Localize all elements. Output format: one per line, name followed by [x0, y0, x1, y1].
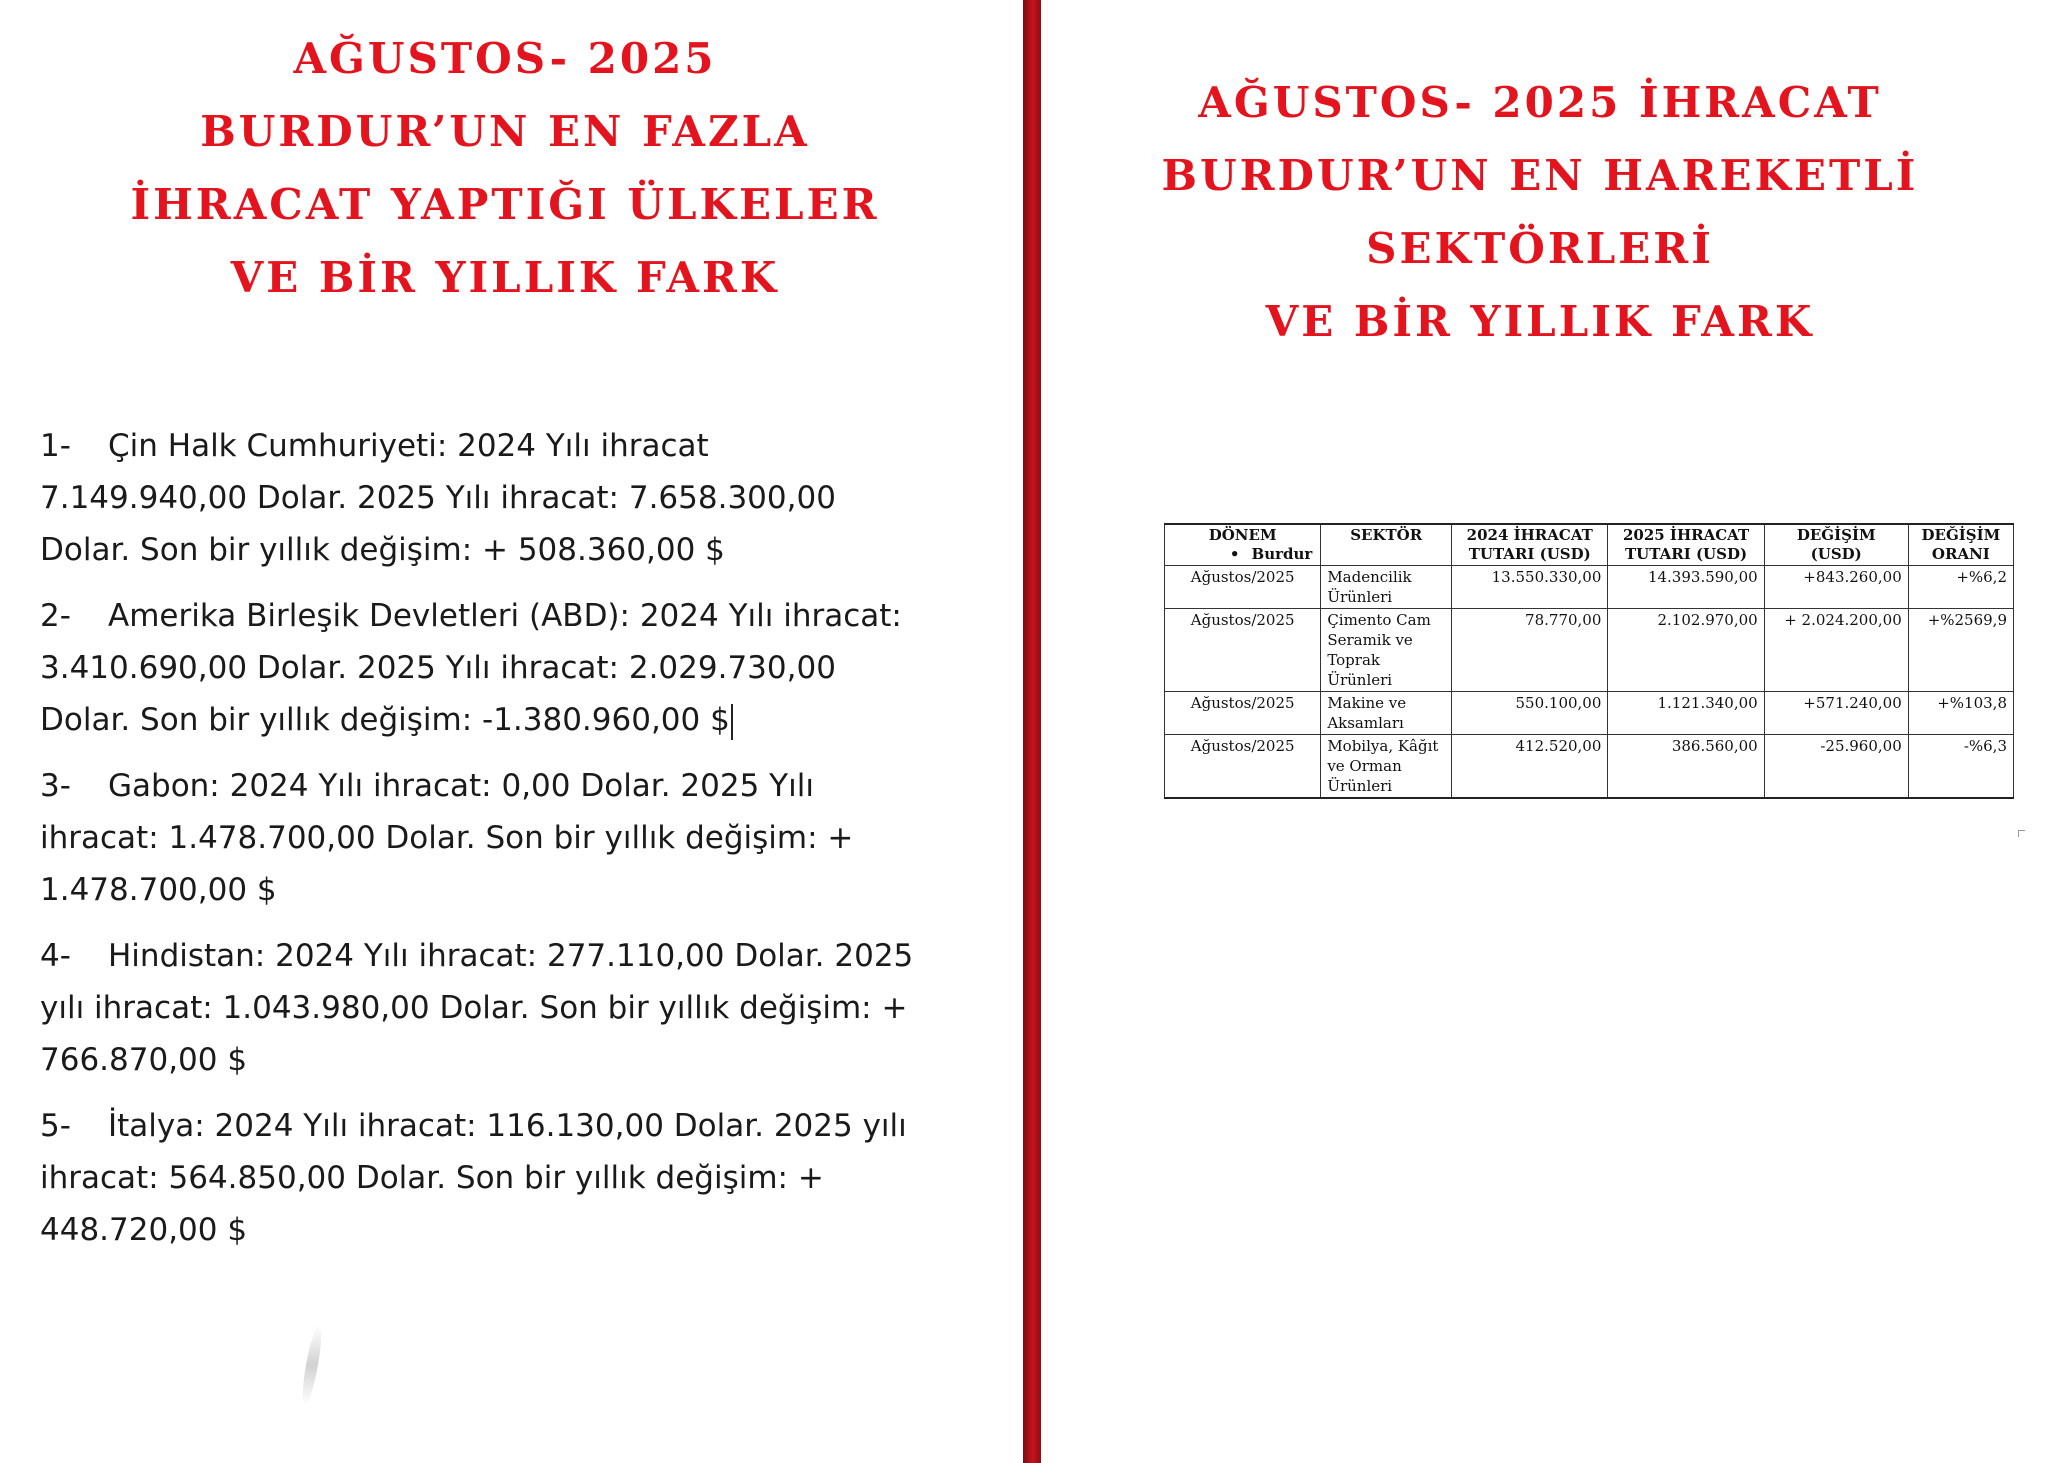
header-rate-line2: ORANI	[1931, 545, 1990, 563]
table-row	[1165, 566, 2014, 609]
cell-change: +843.260,00	[1764, 566, 1908, 609]
header-period	[1165, 524, 1321, 566]
cell-export-2025: 386.560,00	[1608, 735, 1764, 799]
cell-period: Ağustos/2025	[1165, 609, 1321, 692]
cell-export-2025: 2.102.970,00	[1608, 609, 1764, 692]
right-title-line: VE BİR YILLIK FARK	[1265, 297, 1815, 346]
table-row	[1165, 735, 2014, 799]
header-export-2024	[1452, 524, 1608, 566]
scan-artifact	[299, 1325, 325, 1405]
left-title-line: AĞUSTOS- 2025	[293, 34, 717, 83]
cell-period: Ağustos/2025	[1165, 735, 1321, 799]
right-title-line: BURDUR’UN EN HAREKETLİ	[1161, 151, 1919, 200]
header-period-sub-label: Burdur	[1251, 545, 1313, 563]
left-title	[30, 22, 980, 314]
cell-change: -25.960,00	[1764, 735, 1908, 799]
cell-rate: +%2569,9	[1908, 609, 2013, 692]
cell-sector: Çimento Cam Seramik ve Toprak Ürünleri	[1321, 609, 1452, 692]
header-export-2024-line1: 2024 İHRACAT	[1466, 526, 1593, 544]
header-sector: SEKTÖR	[1321, 524, 1452, 566]
header-period-label: DÖNEM	[1208, 526, 1277, 544]
header-rate-line1: DEĞİŞİM	[1921, 526, 2001, 544]
header-rate	[1908, 524, 2013, 566]
country-number: 3-	[40, 768, 71, 804]
country-number: 1-	[40, 428, 71, 464]
table-end-marker	[2018, 830, 2025, 837]
left-title-line: BURDUR’UN EN FAZLA	[200, 107, 810, 156]
left-title-line: İHRACAT YAPTIĞI ÜLKELER	[130, 180, 880, 229]
country-item	[40, 760, 920, 916]
country-text: İtalya: 2024 Yılı ihracat: 116.130,00 Dolar. 2025 yılı ihracat: 564.850,00 Dolar. Son bir yıllık değişim: + 448.720,00 $	[40, 1108, 907, 1248]
header-change-line1: DEĞİŞİM	[1796, 526, 1876, 544]
cell-rate: +%103,8	[1908, 692, 2013, 735]
cell-export-2024: 550.100,00	[1452, 692, 1608, 735]
table-row	[1165, 609, 2014, 692]
header-change-line2: (USD)	[1810, 545, 1862, 563]
header-export-2025	[1608, 524, 1764, 566]
right-title-line: AĞUSTOS- 2025 İHRACAT	[1198, 78, 1882, 127]
cell-sector: Makine ve Aksamları	[1321, 692, 1452, 735]
header-export-2025-line2: TUTARI (USD)	[1625, 545, 1748, 563]
cell-rate: +%6,2	[1908, 566, 2013, 609]
right-title	[1060, 66, 2020, 358]
country-number: 2-	[40, 598, 71, 634]
table-header-row	[1165, 524, 2014, 566]
country-number: 5-	[40, 1108, 71, 1144]
sector-table	[1164, 523, 2014, 799]
header-export-2025-line1: 2025 İHRACAT	[1622, 526, 1750, 544]
cell-export-2024: 13.550.330,00	[1452, 566, 1608, 609]
cell-sector: Mobilya, Kâğıt ve Orman Ürünleri	[1321, 735, 1452, 799]
table-row	[1165, 692, 2014, 735]
country-item	[40, 930, 920, 1086]
cell-sector: Madencilik Ürünleri	[1321, 566, 1452, 609]
cell-export-2024: 412.520,00	[1452, 735, 1608, 799]
page-divider	[1023, 0, 1041, 1463]
cell-rate: -%6,3	[1908, 735, 2013, 799]
country-text: Hindistan: 2024 Yılı ihracat: 277.110,00 Dolar. 2025 yılı ihracat: 1.043.980,00 Dolar. Son bir yıllık değişim: + 766.870,00 $	[40, 938, 914, 1078]
country-item	[40, 420, 920, 576]
cell-change: +571.240,00	[1764, 692, 1908, 735]
header-change	[1764, 524, 1908, 566]
header-period-sub	[1171, 545, 1314, 564]
country-text: Amerika Birleşik Devletleri (ABD): 2024 Yılı ihracat: 3.410.690,00 Dolar. 2025 Yılı ihracat: 2.029.730,00 Dolar. Son bir yıllık değişim: -1.380.960,00 $	[40, 598, 902, 738]
cell-export-2025: 14.393.590,00	[1608, 566, 1764, 609]
bullet-icon: •	[1229, 545, 1240, 563]
cell-period: Ağustos/2025	[1165, 692, 1321, 735]
country-text: Çin Halk Cumhuriyeti: 2024 Yılı ihracat 7.149.940,00 Dolar. 2025 Yılı ihracat: 7.658.300,00 Dolar. Son bir yıllık değişim: + 508.360,00 $	[40, 428, 836, 568]
cell-export-2025: 1.121.340,00	[1608, 692, 1764, 735]
country-number: 4-	[40, 938, 71, 974]
cell-export-2024: 78.770,00	[1452, 609, 1608, 692]
cell-period: Ağustos/2025	[1165, 566, 1321, 609]
left-title-line: VE BİR YILLIK FARK	[230, 253, 780, 302]
header-export-2024-line2: TUTARI (USD)	[1468, 545, 1591, 563]
country-item	[40, 1100, 920, 1256]
right-title-line: SEKTÖRLERİ	[1366, 224, 1714, 273]
country-item	[40, 590, 920, 746]
text-cursor	[731, 704, 733, 740]
country-list	[40, 420, 920, 1270]
country-text: Gabon: 2024 Yılı ihracat: 0,00 Dolar. 2025 Yılı ihracat: 1.478.700,00 Dolar. Son bir yıllık değişim: + 1.478.700,00 $	[40, 768, 854, 908]
cell-change: + 2.024.200,00	[1764, 609, 1908, 692]
